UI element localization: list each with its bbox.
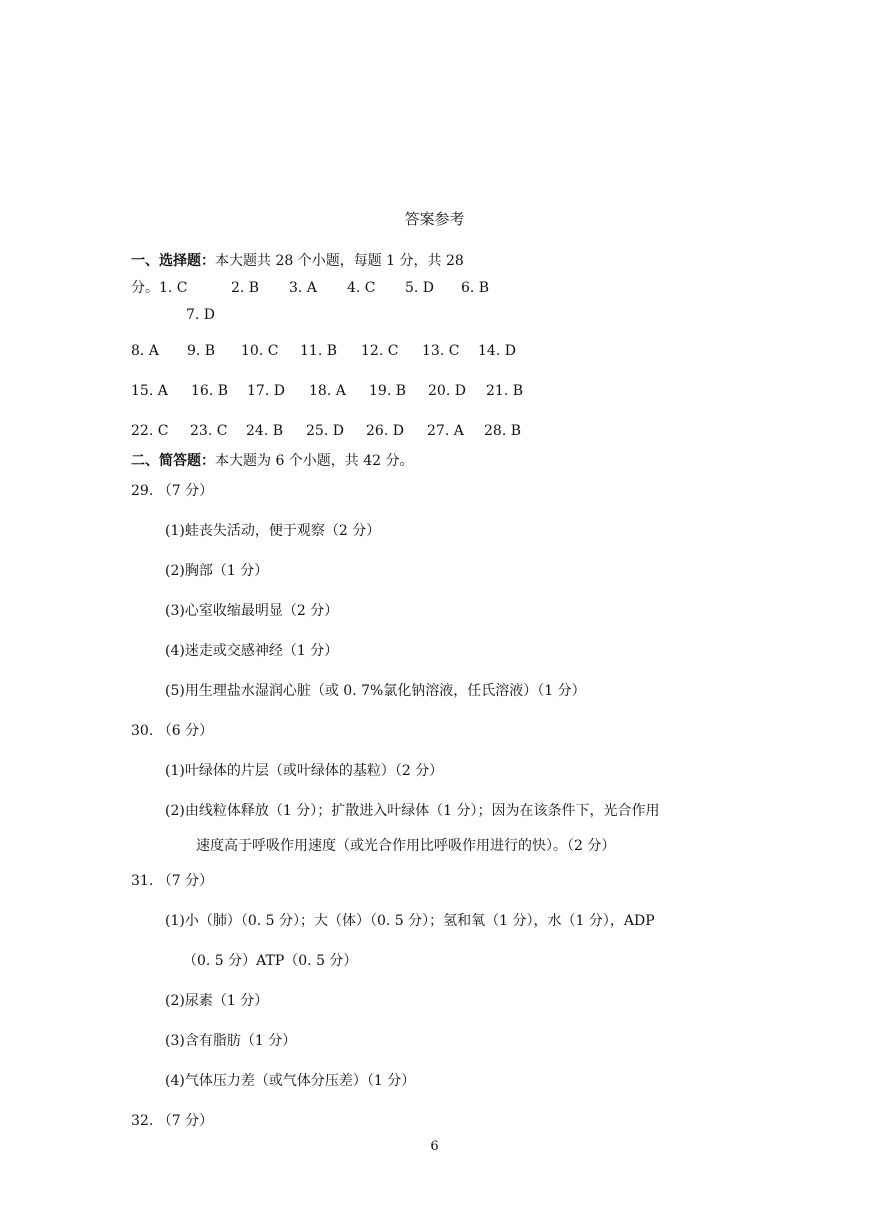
answer-4: 4. C: [347, 280, 376, 296]
answer-3: 3. A: [289, 280, 317, 296]
q31-item-2: (2)尿素（1 分）: [165, 993, 269, 1009]
mcq-row-3: [131, 382, 523, 400]
answer-26: 26. D: [366, 423, 404, 439]
section1-line2-prefix: 分。: [131, 280, 159, 296]
answer-19: 19. B: [369, 383, 407, 399]
q30-item-1: (1)叶绿体的片层（或叶绿体的基粒）（2 分）: [165, 763, 444, 779]
section2-desc: 本大题为 6 个小题，共 42 分。: [215, 453, 414, 469]
q31-item-1-cont: （0. 5 分）ATP（0. 5 分）: [183, 953, 358, 969]
q29-item-1: (1)蛙丧失活动，便于观察（2 分）: [165, 523, 381, 539]
q30-item-2-cont: 速度高于呼吸作用速度（或光合作用比呼吸作用进行的快）。（2 分）: [196, 838, 616, 854]
q29-item-5: (5)用生理盐水湿润心脏（或 0. 7%氯化钠溶液，任氏溶液）（1 分）: [165, 683, 586, 699]
answer-13: 13. C: [422, 343, 460, 359]
answer-27: 27. A: [427, 423, 464, 439]
answer-10: 10. C: [241, 343, 279, 359]
q29-item-4: (4)迷走或交感神经（1 分）: [165, 643, 339, 659]
answer-20: 20. D: [428, 383, 466, 399]
q31-item-1: (1)小（肺）（0. 5 分）；大（体）（0. 5 分）；氢和氧（1 分），水（1 分），ADP: [165, 913, 655, 929]
answer-1: 1. C: [159, 280, 188, 296]
answer-16: 16. B: [191, 383, 229, 399]
q30-item-2: (2)由线粒体释放（1 分）；扩散进入叶绿体（1 分）；因为在该条件下，光合作用: [165, 803, 660, 819]
answer-15: 15. A: [131, 383, 168, 399]
q29-header: 29. （7 分）: [131, 483, 214, 499]
page-title: 答案参考: [404, 210, 465, 228]
section2-heading: [131, 452, 414, 470]
q31-item-3: (3)含有脂肪（1 分）: [165, 1033, 297, 1049]
answer-25: 25. D: [306, 423, 344, 439]
answer-6: 6. B: [461, 280, 490, 296]
q31-header: 31. （7 分）: [131, 873, 214, 889]
answer-21: 21. B: [486, 383, 524, 399]
section1-heading: [131, 252, 464, 270]
q30-header: 30. （6 分）: [131, 723, 214, 739]
answer-18: 18. A: [309, 383, 346, 399]
mcq-row-4: [131, 422, 521, 440]
q29-item-3: (3)心室收缩最明显（2 分）: [165, 603, 339, 619]
answer-22: 22. C: [131, 423, 169, 439]
answer-7: 7. D: [186, 307, 216, 323]
answer-12: 12. C: [361, 343, 399, 359]
answer-2: 2. B: [231, 280, 260, 296]
page-number: 6: [430, 1139, 439, 1154]
q31-item-4: (4)气体压力差（或气体分压差）（1 分）: [165, 1073, 416, 1089]
q29-item-2: (2)胸部（1 分）: [165, 563, 269, 579]
answer-23: 23. C: [190, 423, 228, 439]
section1-label: 一、选择题：: [131, 253, 215, 269]
answer-24: 24. B: [246, 423, 284, 439]
answer-11: 11. B: [300, 343, 338, 359]
section1-desc: 本大题共 28 个小题，每题 1 分，共 28: [215, 253, 464, 269]
mcq-row-1: [131, 279, 489, 297]
q32-header: 32. （7 分）: [131, 1113, 214, 1129]
answer-9: 9. B: [187, 343, 216, 359]
answer-5: 5. D: [405, 280, 435, 296]
mcq-row-1b: [186, 306, 215, 324]
section2-label: 二、简答题：: [131, 453, 215, 469]
answer-14: 14. D: [478, 343, 516, 359]
answer-28: 28. B: [484, 423, 522, 439]
answer-8: 8. A: [131, 343, 159, 359]
mcq-row-2: [131, 342, 516, 360]
answer-17: 17. D: [247, 383, 285, 399]
